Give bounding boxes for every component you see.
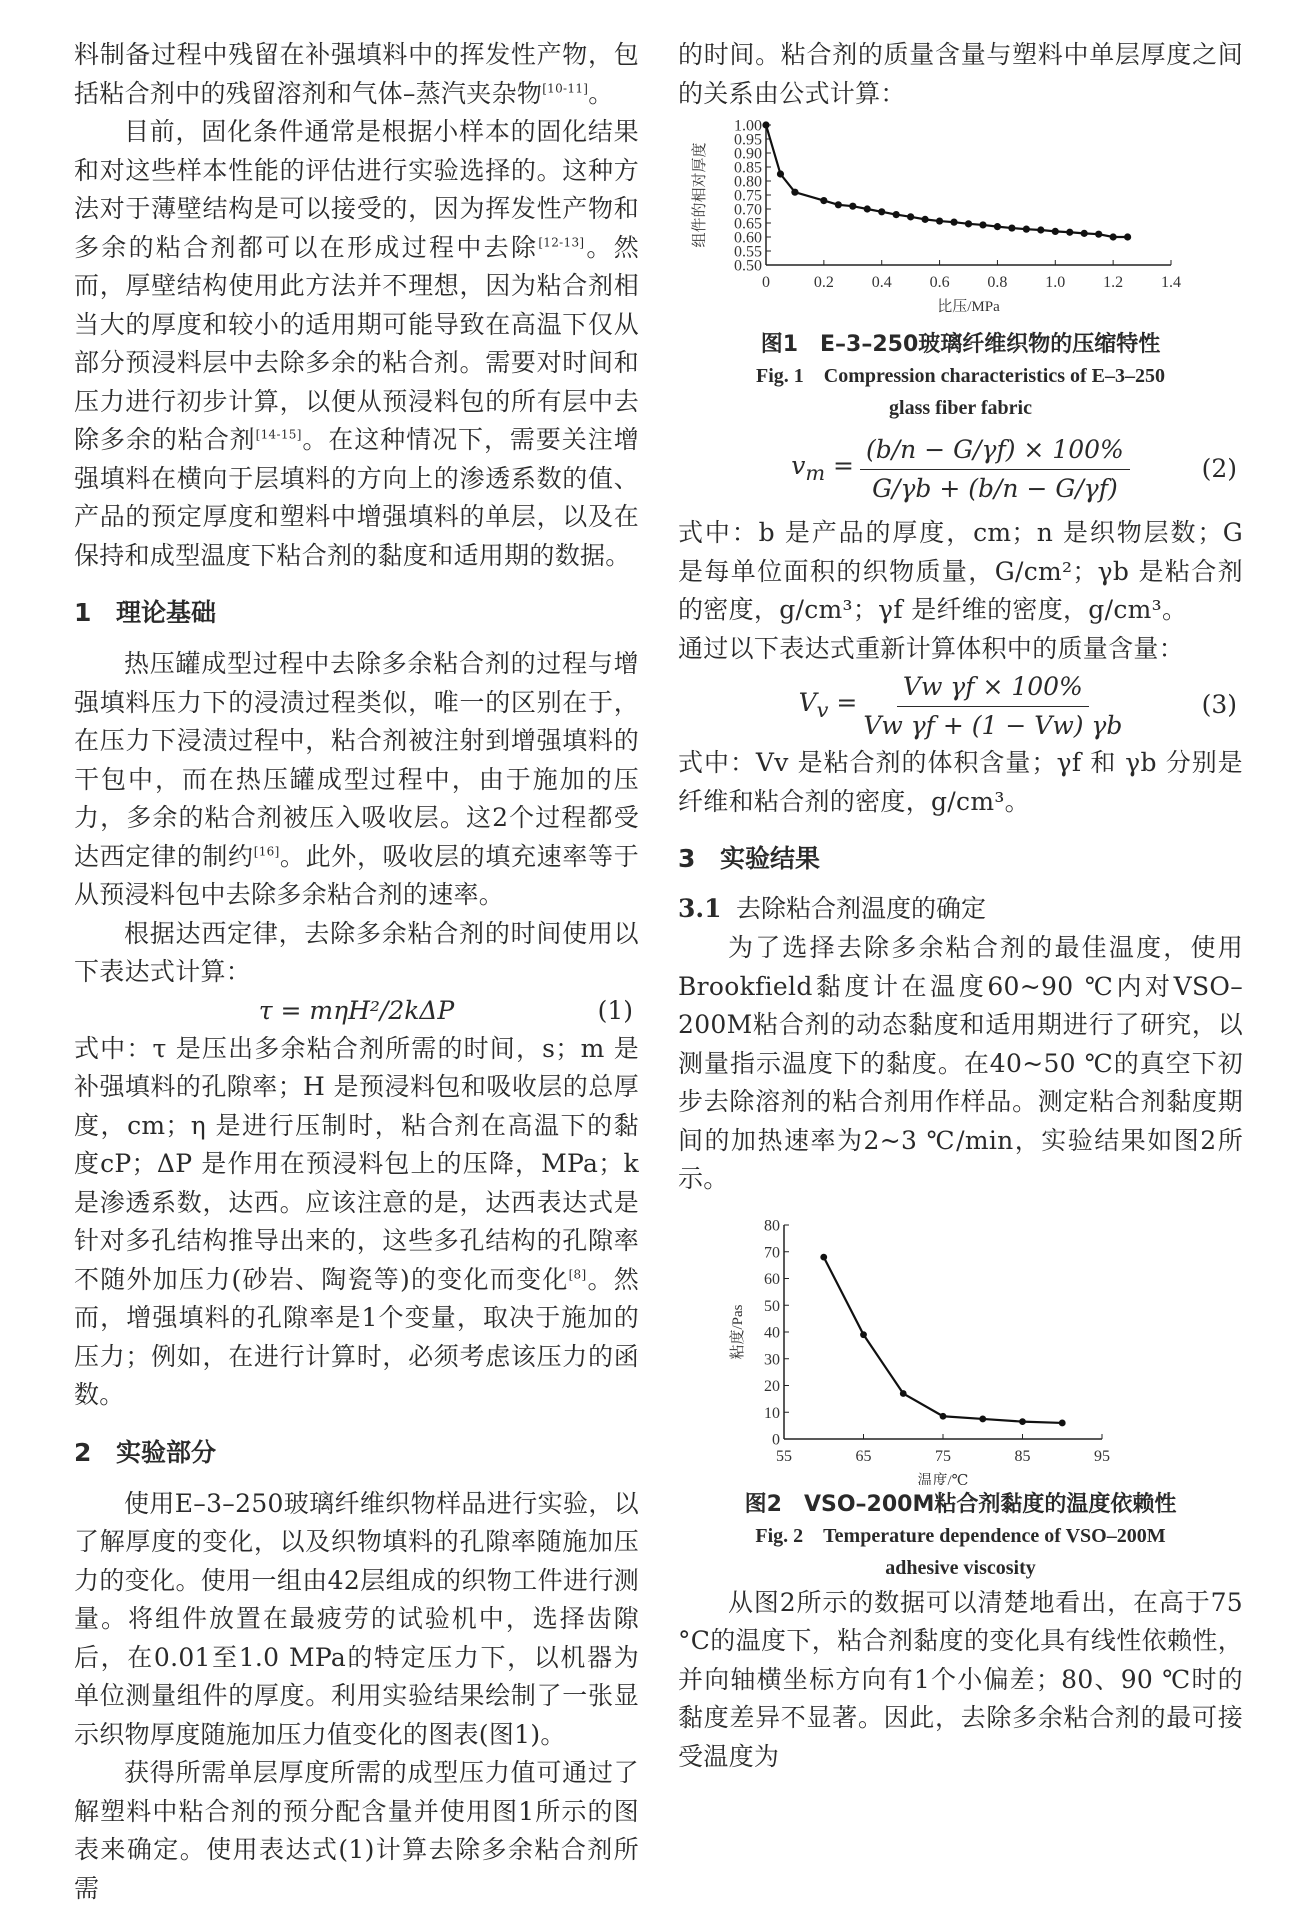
svg-text:85: 85: [1014, 1447, 1031, 1465]
paragraph: 式中：τ 是压出多余粘合剂所需的时间，s；m 是补强填料的孔隙率；H 是预浸料包和吸收层的总厚度，cm；η 是进行压制时，粘合剂在高温下的黏度cP；ΔP 是作用在预浸料包上的压降，MPa；k 是渗透系数，达西。应该注意的是，达西表达式是针对多孔结构推导出来的，这些多孔结构的孔隙率不随外加压力(砂岩、陶瓷等)的变化而变化[8]。然而，增强填料的孔隙率是1个变量，取决于施加的压力；例如，在进行计算时，必须考虑该压力的函数。: [74, 1033, 639, 1409]
figure-2: [678, 1205, 1243, 1485]
svg-text:0.60: 0.60: [734, 229, 762, 247]
figure-1: [678, 113, 1243, 325]
svg-text:1.4: 1.4: [1161, 274, 1181, 291]
svg-text:0.8: 0.8: [987, 274, 1008, 291]
svg-text:1.2: 1.2: [1103, 274, 1124, 291]
paragraph: 目前，固化条件通常是根据小样本的固化结果和对这些样本性能的评估进行实验选择的。这种方法对于薄壁结构是可以接受的，因为挥发性产物和多余的粘合剂都可以在形成过程中去除[12-13]。然而，厚壁结构使用此方法并不理想，因为粘合剂相当大的厚度和较小的适用期可能导致在高温下仅从部分预浸料层中去除多余的粘合剂。需要对时间和压力进行初步计算，以便从预浸料包的所有层中去除多余的粘合剂[14-15]。在这种情况下，需要关注增强填料在横向于层填料的方向上的渗透系数的值、产品的预定厚度和塑料中增强填料的单层，以及在保持和成型温度下粘合剂的黏度和适用期的数据。: [74, 117, 639, 570]
equation-2: $v_m$ = $\frac{(b/n - G/\gamma f) \times 100\%}{G/\gamma b + (b/n - G/\gamma f)}$ (2): [678, 424, 1243, 514]
svg-text:温度/℃: 温度/℃: [917, 1472, 969, 1485]
viscosity-chart: [678, 1205, 1243, 1485]
svg-text:1.00: 1.00: [734, 117, 762, 135]
svg-text:0.95: 0.95: [734, 131, 762, 149]
svg-text:0.65: 0.65: [734, 215, 762, 233]
section-heading: 1 理论基础: [74, 598, 217, 627]
svg-text:65: 65: [855, 1447, 872, 1465]
paragraph: 获得所需单层厚度所需的成型压力值可通过了解塑料中粘合剂的预分配含量并使用图1所示的图表来确定。使用表达式(1)计算去除多余粘合剂所需: [74, 1758, 639, 1903]
section-heading: 2 实验部分: [74, 1437, 217, 1467]
svg-text:30: 30: [764, 1350, 780, 1368]
paragraph: 热压罐成型过程中去除多余粘合剂的过程与增强填料压力下的浸渍过程类似，唯一的区别在于，在压力下浸渍过程中，粘合剂被注射到增强填料的干包中，而在热压罐成型过程中，由于施加的压力，多余的粘合剂被压入吸收层。这2个过程都受达西定律的制约[16]。此外，吸收层的填充速率等于从预浸料包中去除多余粘合剂的速率。: [74, 649, 639, 909]
paragraph: 从图2所示的数据可以清楚地看出，在高于75 °C的温度下，粘合剂黏度的变化具有线性依赖性，并向轴横坐标方向有1个小偏差；80、90 ℃时的黏度差异不显著。因此，去除多余粘合剂的最可接受温度为: [678, 1587, 1243, 1771]
svg-text:80: 80: [764, 1217, 780, 1235]
svg-text:95: 95: [1094, 1447, 1110, 1465]
paragraph: 通过以下表达式重新计算体积中的质量含量：: [678, 633, 1185, 663]
svg-text:0.6: 0.6: [929, 274, 950, 291]
svg-text:0.2: 0.2: [813, 274, 834, 291]
svg-text:70: 70: [764, 1243, 780, 1261]
svg-text:0: 0: [772, 1431, 780, 1449]
paragraph: 使用E–3–250玻璃纤维织物样品进行实验，以了解厚度的变化，以及织物填料的孔隙率随施加压力的变化。使用一组由42层组成的织物工件进行测量。将组件放置在最疲劳的试验机中，选择齿隙后，在0.01至1.0 MPa的特定压力下，以机器为单位测量组件的厚度。利用实验结果绘制了一张显示织物厚度随施加压力值变化的图表(图1)。: [74, 1488, 639, 1749]
svg-text:75: 75: [935, 1447, 951, 1465]
figure-2-caption-en: Fig. 2 Temperature dependence of VSO–200M: [755, 1524, 1166, 1547]
svg-text:0: 0: [762, 274, 770, 291]
svg-text:55: 55: [776, 1447, 792, 1465]
figure-1-caption-en: Fig. 1 Compression characteristics of E–3–250: [755, 365, 1166, 387]
paragraph: 为了选择去除多余粘合剂的最佳温度，使用Brookfield黏度计在温度60~90 ℃内对VSO–200M粘合剂的动态黏度和适用期进行了研究，以测量指示温度下的黏度。在40~50 ℃的真空下初步去除溶剂的粘合剂用作样品。测定粘合剂黏度期间的加热速率为2~3 ℃/min，实验结果如图2所示。: [678, 933, 1243, 1193]
figure-2-caption-en: adhesive viscosity: [885, 1556, 1036, 1579]
figure-1-caption-en: glass fiber fabric: [889, 397, 1032, 419]
paragraph: 式中：b 是产品的厚度，cm；n 是织物层数；G 是每单位面积的织物质量，G/cm²；γb 是粘合剂的密度，g/cm³；γf 是纤维的密度，g/cm³。: [678, 518, 1243, 624]
subsection-heading: 3.1 去除粘合剂温度的确定: [678, 894, 987, 923]
section-heading: 3 实验结果: [678, 844, 821, 873]
svg-text:60: 60: [764, 1270, 780, 1288]
right-column: [678, 36, 1243, 1776]
equation-3: $V_v$ = $\frac{\text{Vw γf × 100\%}}{\text{Vw γf + (1 − Vw) γb}}$ (3): [678, 668, 1243, 744]
svg-text:50: 50: [764, 1297, 780, 1315]
svg-text:1.0: 1.0: [1045, 274, 1066, 291]
svg-text:组件的相对厚度: 组件的相对厚度: [692, 142, 708, 248]
equation-1: τ = mηH²/2kΔP (1): [258, 995, 633, 1025]
svg-text:0.85: 0.85: [734, 159, 762, 177]
compression-chart: [678, 113, 1243, 325]
svg-text:比压/MPa: 比压/MPa: [937, 299, 1000, 315]
svg-text:0.75: 0.75: [734, 187, 762, 205]
svg-text:0.70: 0.70: [734, 201, 762, 219]
figure-2-caption-cn: 图2 VSO–200M粘合剂黏度的温度依赖性: [744, 1491, 1177, 1517]
svg-text:0.50: 0.50: [734, 257, 762, 275]
figure-1-caption-cn: 图1 E–3–250玻璃纤维织物的压缩特性: [760, 332, 1161, 357]
paragraph: 的时间。粘合剂的质量含量与塑料中单层厚度之间的关系由公式计算：: [678, 40, 1243, 108]
svg-text:0.4: 0.4: [871, 274, 892, 291]
paragraph: 根据达西定律，去除多余粘合剂的时间使用以下表达式计算：: [74, 918, 639, 986]
svg-text:40: 40: [764, 1324, 780, 1342]
paragraph: 式中：Vv 是粘合剂的体积含量；γf 和 γb 分别是纤维和粘合剂的密度，g/cm³。: [678, 748, 1243, 816]
left-column: [74, 36, 639, 1908]
svg-text:0.80: 0.80: [734, 173, 762, 191]
svg-text:0.55: 0.55: [734, 243, 762, 261]
svg-text:20: 20: [764, 1377, 780, 1395]
paragraph: 料制备过程中残留在补强填料中的挥发性产物，包括粘合剂中的残留溶剂和气体–蒸汽夹杂物[10-11]。: [74, 40, 639, 108]
svg-text:粘度/Pas: 粘度/Pas: [730, 1303, 746, 1360]
svg-text:0.90: 0.90: [734, 145, 762, 163]
svg-text:10: 10: [764, 1404, 780, 1422]
